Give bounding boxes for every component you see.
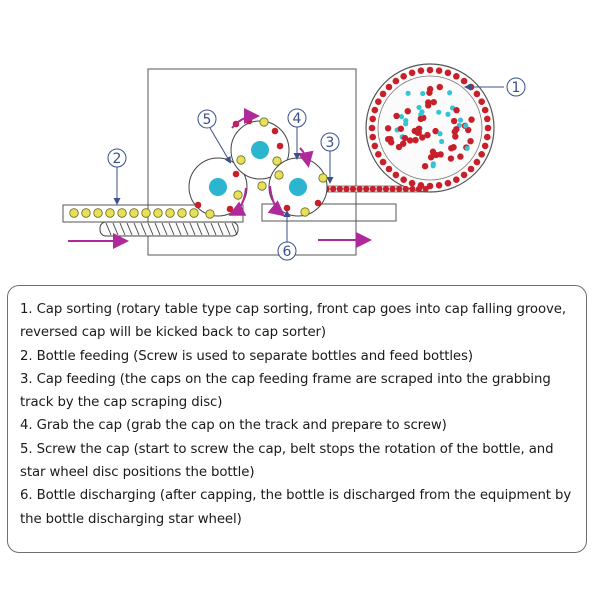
bottle [178, 209, 187, 218]
cap [277, 143, 284, 150]
legend-item-bottle-feeding: 2. Bottle feeding (Screw is used to separate bottles and feed bottles) [20, 348, 473, 364]
cap [402, 135, 408, 141]
reversed-cap [439, 139, 444, 144]
bottle [154, 209, 163, 218]
bottle [301, 208, 309, 216]
bottle [273, 157, 281, 165]
bottle [118, 209, 127, 218]
cap [369, 134, 376, 141]
cap [386, 166, 393, 173]
cap [369, 125, 376, 132]
cap [467, 138, 473, 144]
cap [357, 186, 363, 192]
bottle [142, 209, 151, 218]
cap [376, 186, 382, 192]
cap [445, 180, 452, 187]
cap [457, 153, 463, 159]
cap [396, 186, 402, 192]
cap [427, 86, 433, 92]
cap [474, 91, 481, 98]
cap [375, 98, 382, 105]
cap [388, 139, 394, 145]
cap [416, 129, 422, 135]
cap [405, 108, 411, 114]
bottle [106, 209, 115, 218]
bottle [237, 156, 245, 164]
reversed-cap [445, 112, 450, 117]
callout-2 [108, 149, 126, 203]
cap [393, 78, 400, 85]
cap [372, 107, 379, 114]
callout-6 [278, 212, 296, 260]
cap [315, 200, 322, 207]
cap [375, 151, 382, 158]
reversed-cap [403, 121, 408, 126]
callout-5 [198, 110, 230, 162]
cap [233, 171, 240, 178]
cap [380, 159, 387, 166]
cap [400, 73, 407, 80]
reversed-cap [463, 123, 468, 128]
callout-3-label: 3 [325, 135, 335, 151]
cap [425, 99, 431, 105]
reversed-cap [436, 110, 441, 115]
cap [418, 116, 424, 122]
reversed-cap [419, 109, 424, 114]
cap [448, 155, 454, 161]
reversed-cap [416, 105, 421, 110]
cap [398, 126, 404, 132]
cap [370, 186, 376, 192]
cap-sorting-table [317, 64, 494, 192]
bottle [234, 191, 242, 199]
cap [409, 70, 416, 77]
cap [337, 186, 343, 192]
capping-machine-diagram [0, 0, 600, 270]
bottle [130, 209, 139, 218]
discharge-star-wheel [269, 158, 327, 216]
cap [416, 186, 422, 192]
reversed-cap [447, 90, 452, 95]
cap [385, 125, 391, 131]
cap [484, 116, 491, 123]
cap [380, 91, 387, 98]
cap [386, 84, 393, 91]
cap [350, 186, 356, 192]
legend-box [7, 285, 587, 553]
cap [436, 67, 443, 74]
cap [450, 144, 456, 150]
cap [453, 126, 459, 132]
bottle [206, 210, 214, 218]
legend-item-bottle-discharging: 6. Bottle discharging (after capping, the bottle is discharged from the equipment by the bottle discharging star wheel) [20, 488, 572, 527]
cap [227, 206, 234, 213]
cap [485, 125, 492, 132]
cap [437, 84, 443, 90]
feed-screw [100, 222, 238, 236]
cap [453, 107, 459, 113]
cap [461, 78, 468, 85]
cap [478, 98, 485, 105]
cap [423, 186, 429, 192]
chute-caps [317, 186, 429, 192]
bottle [258, 182, 266, 190]
legend-item-cap-sorting: 1. Cap sorting (rotary table type cap sorting, front cap goes into cap falling groove, reversed cap will be kicked back to cap sorter) [20, 302, 566, 341]
bottle [319, 174, 327, 182]
callout-1-label: 1 [511, 80, 521, 96]
cap [412, 137, 418, 143]
cap [383, 186, 389, 192]
bottle [82, 209, 91, 218]
cap [343, 186, 349, 192]
cap [390, 186, 396, 192]
cap [452, 133, 458, 139]
infeed-bottles [70, 209, 199, 218]
callout-2-label: 2 [112, 151, 122, 167]
legend-item-screw-cap: 5. Screw the cap (start to screw the cap, belt stops the rotation of the bottle, and star wheel disc positions the bottle) [20, 441, 554, 481]
cap [393, 172, 400, 179]
cap [453, 176, 460, 183]
cap [453, 73, 460, 80]
cap [363, 186, 369, 192]
reversed-cap [405, 91, 410, 96]
bottle [190, 209, 199, 218]
cap [409, 180, 416, 187]
reversed-cap [465, 146, 470, 151]
cap [482, 107, 489, 114]
cap [436, 182, 443, 189]
reversed-cap [431, 163, 436, 168]
cap [474, 159, 481, 166]
cap [484, 134, 491, 141]
legend-item-grab-cap: 4. Grab the cap (grab the cap on the track and prepare to screw) [20, 418, 447, 434]
cap [246, 118, 253, 125]
cap [431, 99, 437, 105]
cap [427, 67, 434, 74]
cap [369, 116, 376, 123]
cap [445, 70, 452, 77]
reversed-cap [420, 91, 425, 96]
bottle [70, 209, 79, 218]
callout-5-label: 5 [202, 112, 212, 128]
reversed-cap [458, 117, 463, 122]
cap [424, 132, 430, 138]
cap [400, 140, 406, 146]
cap [418, 67, 425, 74]
cap [393, 113, 399, 119]
reversed-cap [437, 131, 442, 136]
callout-6-label: 6 [282, 244, 292, 260]
cap [400, 176, 407, 183]
callout-4-label: 4 [292, 111, 302, 127]
cap [372, 143, 379, 150]
cap [403, 186, 409, 192]
bottle [94, 209, 103, 218]
bottle [260, 118, 268, 126]
cap [461, 172, 468, 179]
cap [468, 116, 474, 122]
cap [330, 186, 336, 192]
cap [478, 151, 485, 158]
cap [195, 202, 202, 209]
cap [409, 186, 415, 192]
bottle [275, 171, 283, 179]
cap [272, 128, 279, 135]
cap [284, 205, 291, 212]
cap [468, 166, 475, 173]
cap [422, 163, 428, 169]
bottle [166, 209, 175, 218]
cap [451, 118, 457, 124]
cap [482, 143, 489, 150]
cap [430, 149, 436, 155]
legend-item-cap-feeding: 3. Cap feeding (the caps on the cap feeding frame are scraped into the grabbing track by the cap scraping disc) [20, 371, 551, 411]
